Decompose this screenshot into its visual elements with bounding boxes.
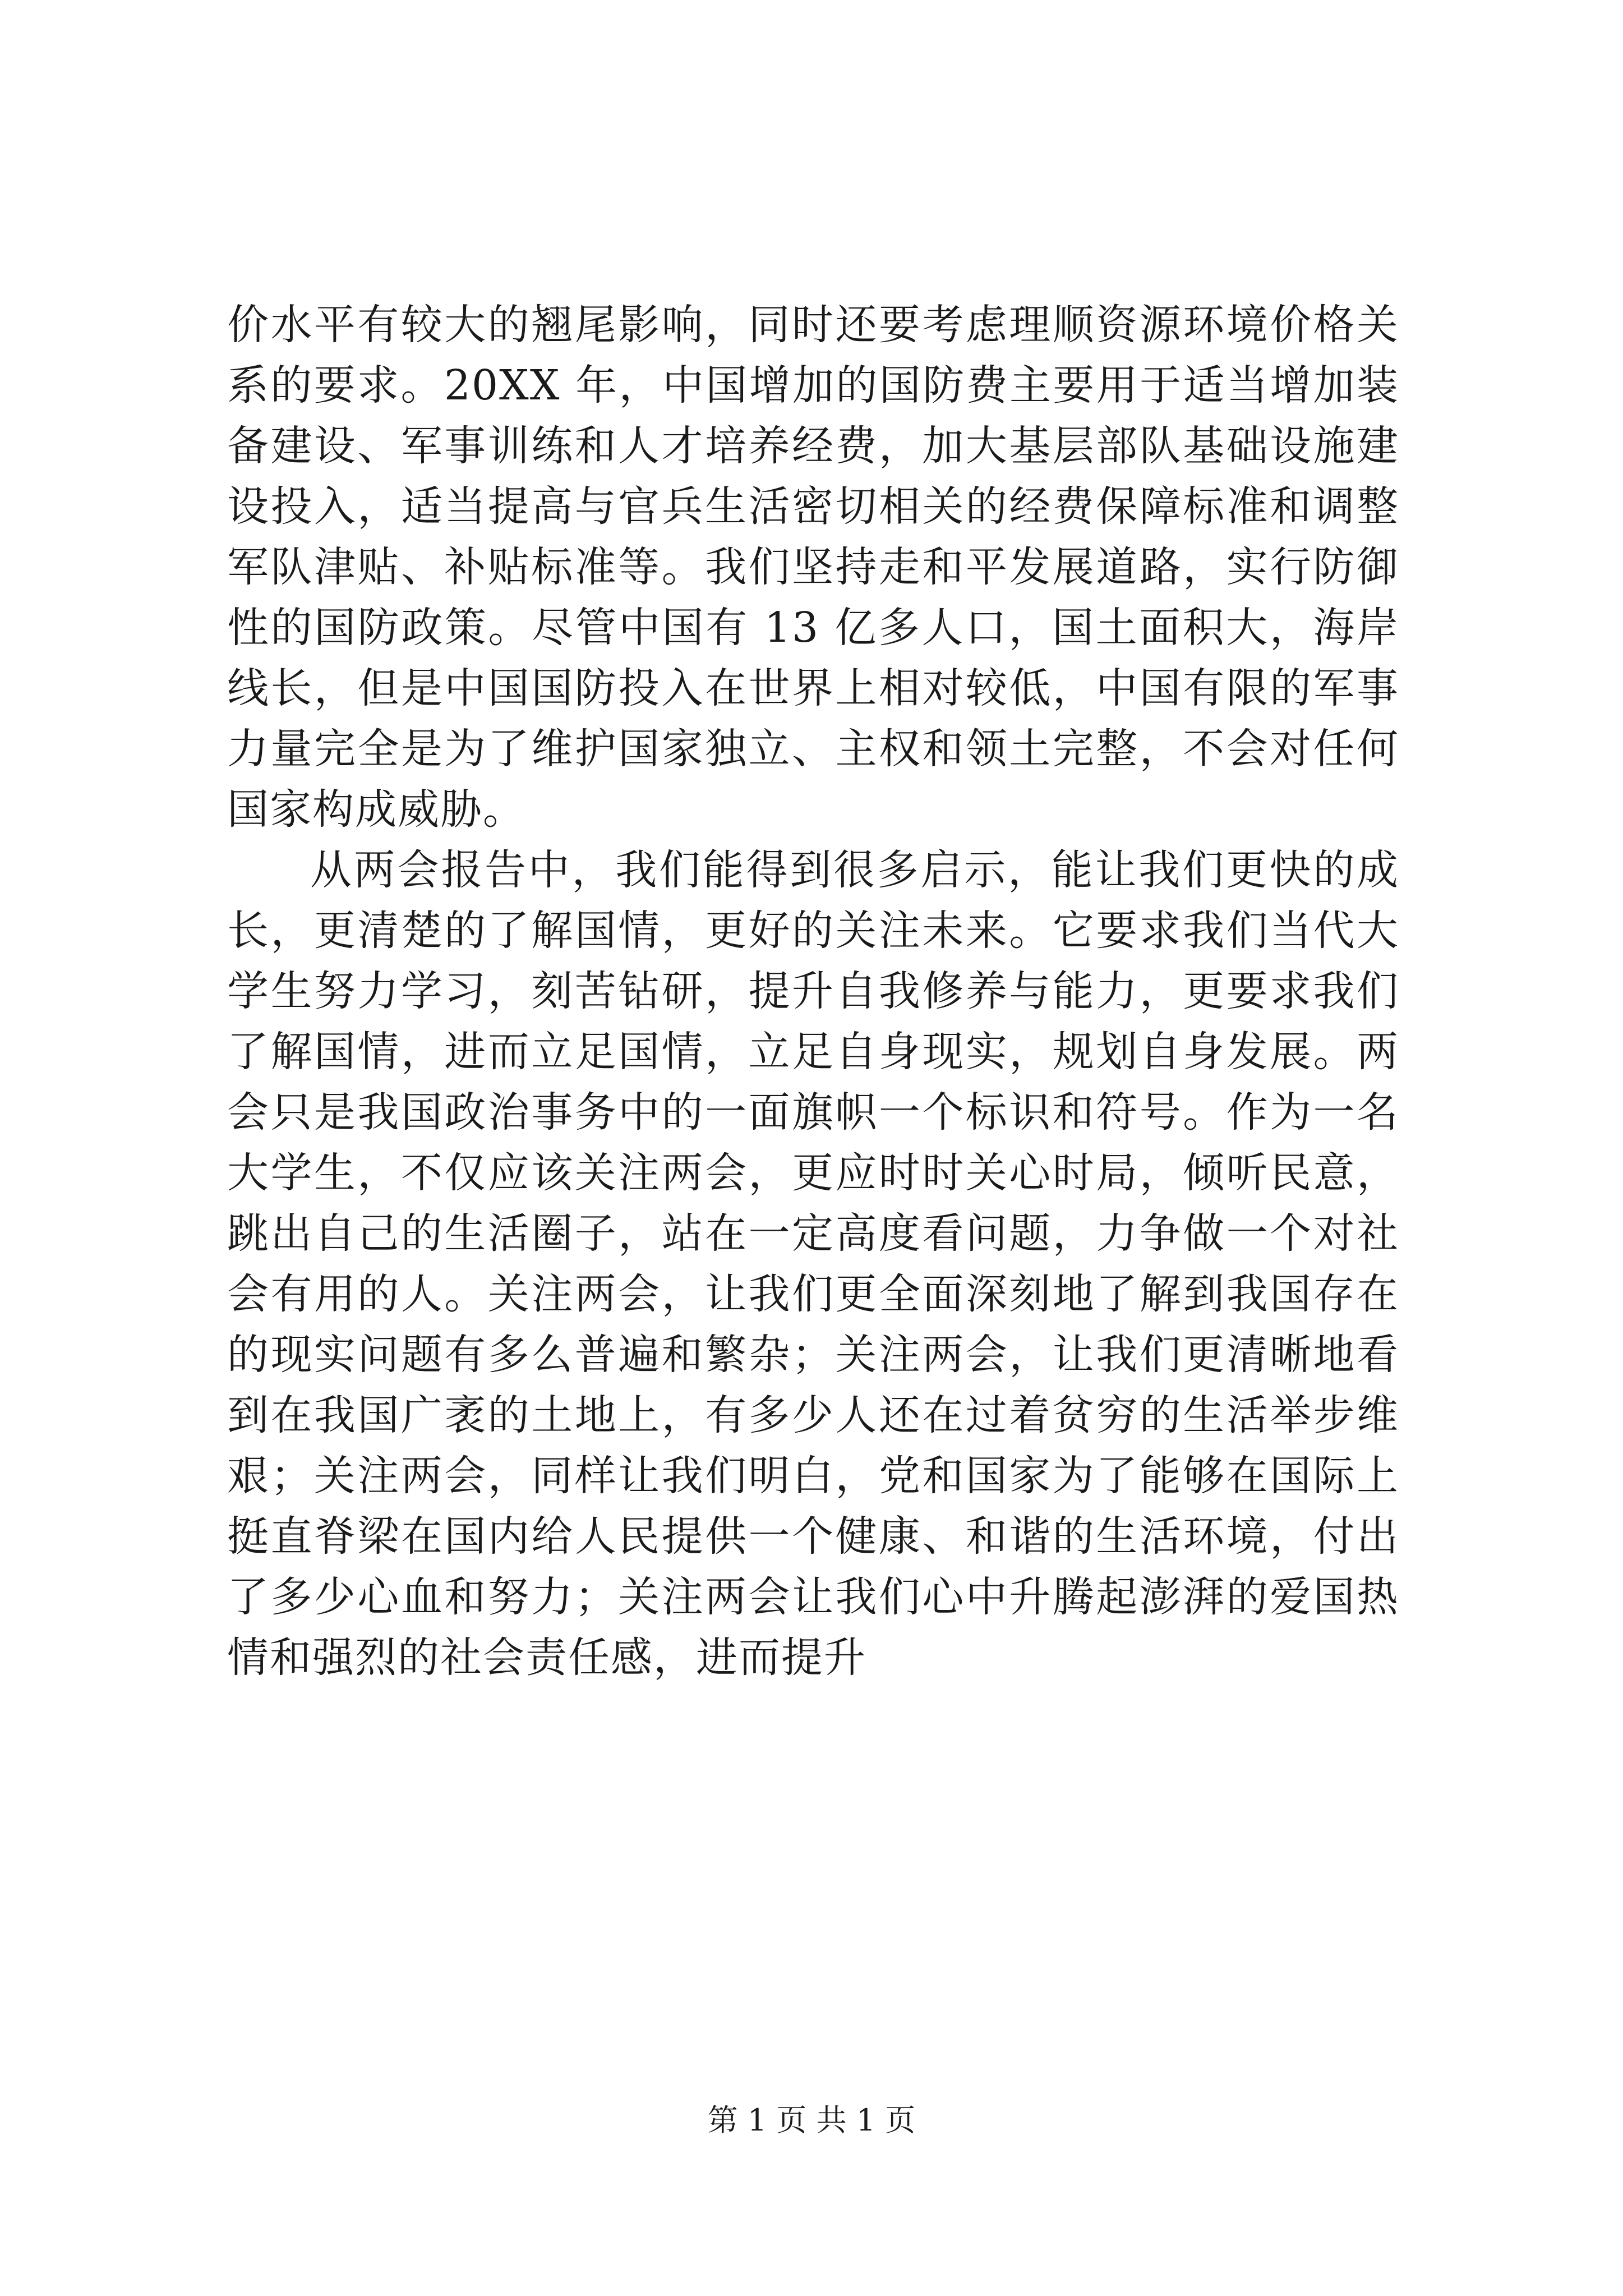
paragraph-1: 价水平有较大的翘尾影响，同时还要考虑理顺资源环境价格关系的要求。20XX 年，中国增加的国防费主要用于适当增加装备建设、军事训练和人才培养经费，加大基层部队基础设施建设投入，适当提高与官兵生活密切相关的经费保障标准和调整军队津贴、补贴标准等。我们坚持走和平发展道路，实行防御性的国防政策。尽管中国有 13 亿多人口，国土面积大，海岸线长，但是中国国防投入在世界上相对较低，中国有限的军事力量完全是为了维护国家独立、主权和领土完整，不会对任何国家构成威胁。 xyxy=(227,301,1399,834)
paragraph-2: 从两会报告中，我们能得到很多启示，能让我们更快的成长，更清楚的了解国情，更好的关注未来。它要求我们当代大学生努力学习，刻苦钻研，提升自我修养与能力，更要求我们了解国情，进而立足国情，立足自身现实，规划自身发展。两会只是我国政治事务中的一面旗帜一个标识和符号。作为一名大学生，不仅应该关注两会，更应时时关心时局，倾听民意，跳出自己的生活圈子，站在一定高度看问题，力争做一个对社会有用的人。关注两会，让我们更全面深刻地了解到我国存在的现实问题有多么普遍和繁杂；关注两会，让我们更清晰地看到在我国广袤的土地上，有多少人还在过着贫穷的生活举步维艰；关注两会，同样让我们明白，党和国家为了能够在国际上挺直脊梁在国内给人民提供一个健康、和谐的生活环境，付出了多少心血和努力；关注两会让我们心中升腾起澎湃的爱国热情和强烈的社会责任感，进而提升 xyxy=(227,846,1399,1682)
document-body xyxy=(227,295,1399,1688)
page-footer: 第 1 页 共 1 页 xyxy=(707,2102,916,2138)
